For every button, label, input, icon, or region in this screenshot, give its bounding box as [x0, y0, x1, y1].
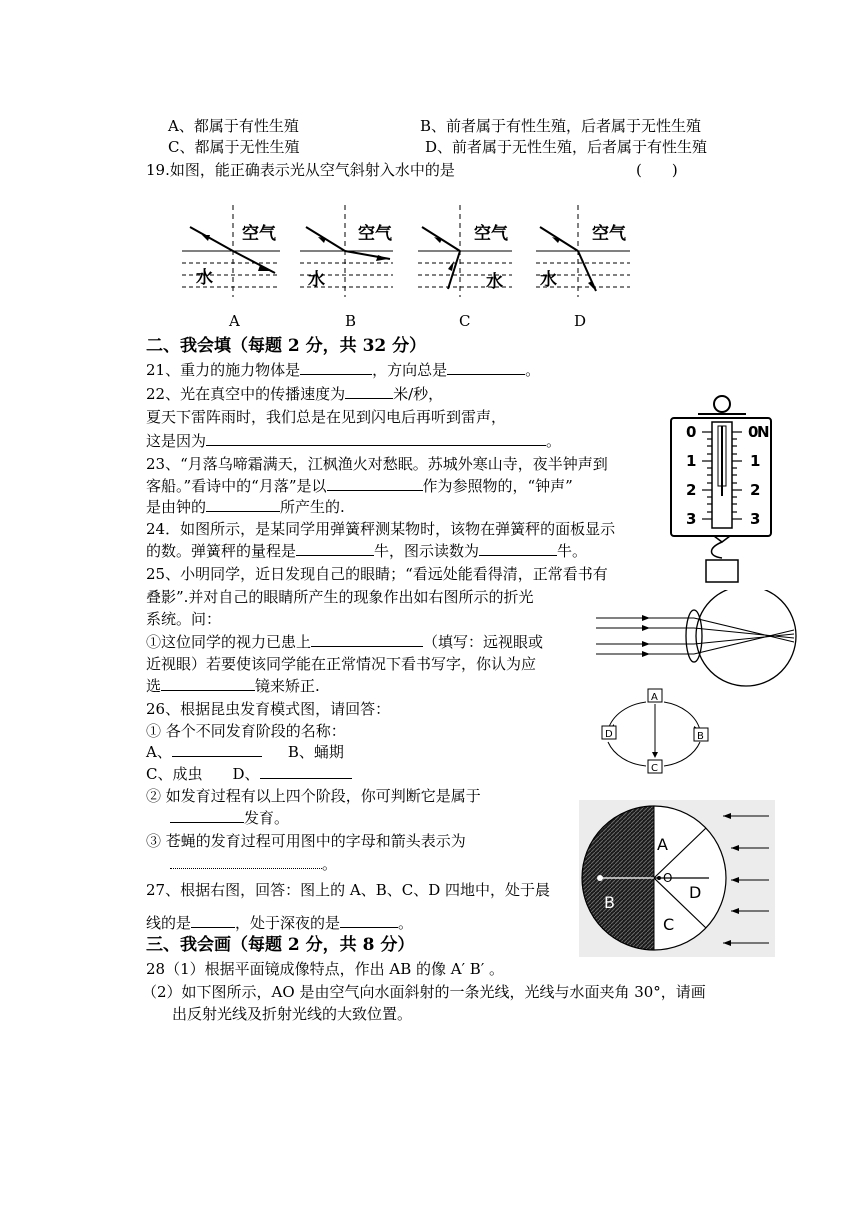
air-label-a: 空气: [242, 224, 276, 244]
q24-line-2: [146, 541, 587, 561]
q24-line-1: 24．如图所示，是某同学用弹簧秤测某物时，该物在弹簧秤的面板显示: [146, 520, 616, 538]
q27-text-b: ，处于深夜的是: [235, 914, 341, 932]
q24-text-b: 牛，图示读数为: [374, 542, 480, 560]
q22-text-c: 这是因为: [146, 432, 207, 450]
q18-option-a: A、都属于有性生殖: [168, 117, 299, 135]
section-2-title: 二、我会填（每题 2 分，共 32 分）: [146, 336, 427, 356]
earth-label-d: D: [689, 883, 702, 902]
insect-cycle-figure: [596, 686, 716, 780]
q22-line-2: 夏天下雷阵雨时，我们总是在见到闪电后再听到雷声，: [146, 408, 507, 426]
q26-blank-3[interactable]: [170, 854, 322, 869]
q26-line-5: ② 如发育过程有以上四个阶段，你可判断它是属于: [146, 787, 481, 805]
refraction-diagrams: [180, 205, 650, 305]
q27-text-a: 线的是: [146, 914, 192, 932]
q28-line-1: 28（1）根据平面镜成像特点，作出 AB 的像 A′ B′ 。: [146, 960, 504, 978]
q26-line-2: ① 各个不同发育阶段的名称：: [146, 722, 346, 740]
q19-answer-paren: ( ): [636, 161, 678, 179]
q23-text-b: 作为参照物的，“钟声”: [422, 477, 573, 495]
node-c-label: C: [651, 763, 658, 774]
scale-right-0: 0: [748, 423, 759, 441]
q25-line-3: 系统。问：: [146, 610, 222, 628]
q18-option-d: D、前者属于无性生殖，后者属于有性生殖: [425, 138, 708, 156]
scale-right-2: 2: [750, 481, 761, 499]
diagram-b: [300, 205, 393, 297]
q26-line-1: 26、根据昆虫发育模式图，请回答：: [146, 700, 391, 718]
q22-text-a: 22、光在真空中的传播速度为: [146, 385, 346, 403]
q24-text-c: 牛。: [557, 542, 588, 560]
q28-line-2: （2）如下图所示，AO 是由空气向水面斜射的一条光线，光线与水面夹角 30°，请画: [142, 983, 706, 1001]
node-a-label: A: [651, 692, 658, 703]
q26-line-6: [170, 808, 289, 828]
water-label-c: 水: [486, 272, 503, 292]
q18-option-c: C、都属于无性生殖: [168, 138, 300, 156]
q26-text-b: B、蛹期: [287, 743, 344, 761]
q27-line-2: [146, 913, 413, 933]
q27-blank-2[interactable]: [340, 913, 398, 928]
q25-text-c: 选: [146, 677, 162, 695]
q24-text-a: 的数。弹簧秤的量程是: [146, 542, 297, 560]
air-label-b: 空气: [358, 224, 392, 244]
q26-text-c: C、成虫: [146, 765, 203, 783]
q19-stem: 19.如图，能正确表示光从空气斜射入水中的是: [146, 161, 455, 179]
node-b-label: B: [697, 731, 704, 742]
scale-unit: N: [757, 423, 770, 441]
q23-text-c: 是由钟的: [146, 498, 207, 516]
earth-label-c: C: [663, 915, 675, 934]
q28-line-3: 出反射光线及折射光线的大致位置。: [172, 1005, 413, 1023]
q23-blank-2[interactable]: [206, 497, 280, 512]
earth-label-o: O: [663, 871, 673, 885]
q25-line-6: [146, 676, 320, 696]
diagram-label-b: B: [345, 312, 357, 330]
q26-line-3: [146, 742, 344, 762]
diagram-label-a: A: [229, 312, 240, 330]
q21: [146, 360, 540, 380]
q22-line-1: [146, 384, 443, 404]
scale-right-1: 1: [750, 452, 761, 470]
node-d-label: D: [605, 729, 613, 740]
section-3-title: 三、我会画（每题 2 分，共 8 分）: [146, 935, 415, 955]
q24-blank-1[interactable]: [296, 541, 374, 556]
q23-line-3: [146, 497, 345, 517]
q21-blank-2[interactable]: [447, 360, 525, 375]
q25-blank-1[interactable]: [311, 632, 423, 647]
scale-right-3: 3: [750, 510, 761, 528]
q22-blank-2[interactable]: [206, 431, 546, 446]
q23-blank-1[interactable]: [327, 476, 423, 491]
q25-line-4: [146, 632, 543, 652]
q24-blank-2[interactable]: [479, 541, 557, 556]
q27-line-1: 27、根据右图，回答：图上的 A、B、C、D 四地中，处于晨: [146, 881, 550, 899]
q26-blank-a[interactable]: [172, 742, 262, 757]
q18-option-b: B、前者属于有性生殖，后者属于无性生殖: [420, 117, 702, 135]
scale-left-3: 3: [686, 510, 697, 528]
q27-text-c: 。: [398, 914, 414, 932]
q21-blank-1[interactable]: [300, 360, 372, 375]
water-label-a: 水: [196, 268, 213, 288]
q25-line-2: 叠影”.并对自己的眼睛所产生的现象作出如右图所示的折光: [146, 588, 534, 606]
q22-text-d: 。: [546, 432, 562, 450]
diagram-a: [182, 205, 280, 297]
q23-line-1: 23、“月落乌啼霜满天，江枫渔火对愁眠。苏城外寒山寺，夜半钟声到: [146, 455, 608, 473]
q25-blank-2[interactable]: [161, 676, 255, 691]
air-label-d: 空气: [592, 224, 626, 244]
q26-line-4: [146, 764, 352, 784]
weight-block: [706, 560, 738, 582]
q27-blank-1[interactable]: [191, 913, 235, 928]
earth-label-a: A: [657, 835, 668, 854]
diagram-label-d: D: [574, 312, 587, 330]
q25-text-d: 镜来矫正.: [255, 677, 320, 695]
diagram-d: [536, 205, 630, 297]
diagram-label-c: C: [459, 312, 471, 330]
water-label-d: 水: [540, 270, 557, 290]
q23-text-a: 客船。”看诗中的“月落”是以: [146, 477, 327, 495]
q26-text-d: D、: [232, 765, 260, 783]
q26-text-e: 发育。: [244, 809, 290, 827]
q26-text-f: 。: [322, 855, 338, 873]
q25-text-b: （填写：远视眼或: [423, 633, 544, 651]
q22-line-3: [146, 431, 561, 451]
earth-day-night-figure: [579, 800, 775, 957]
q25-line-1: 25、小明同学，近日发现自己的眼睛；“看远处能看得清，正常看书有: [146, 565, 608, 583]
scale-left-2: 2: [686, 481, 697, 499]
air-label-c: 空气: [474, 224, 508, 244]
q25-text-a: ①这位同学的视力已患上: [146, 633, 312, 651]
earth-label-b: B: [604, 893, 615, 912]
q26-line-8: [170, 854, 337, 874]
q22-blank-1[interactable]: [345, 384, 393, 399]
q26-blank-2[interactable]: [170, 808, 244, 823]
q22-text-b: 米/秒，: [393, 385, 444, 403]
scale-left-0: 0: [686, 423, 697, 441]
q21-text-c: 。: [525, 361, 541, 379]
q23-line-2: [146, 476, 573, 496]
q23-text-d: 所产生的.: [280, 498, 345, 516]
q26-blank-d[interactable]: [260, 764, 352, 779]
q21-text-b: ，方向总是: [372, 361, 448, 379]
q26-line-7: ③ 苍蝇的发育过程可用图中的字母和箭头表示为: [146, 832, 466, 850]
q21-text-a: 21、重力的施力物体是: [146, 361, 301, 379]
spring-scale-figure: [668, 392, 776, 592]
q26-text-a: A、: [146, 743, 172, 761]
eye-optics-figure: [596, 590, 800, 694]
diagram-c: [418, 205, 512, 297]
q25-line-5: 近视眼）若要使该同学能在正常情况下看书写字，你认为应: [146, 655, 537, 673]
water-label-b: 水: [308, 270, 325, 290]
scale-left-1: 1: [686, 452, 697, 470]
